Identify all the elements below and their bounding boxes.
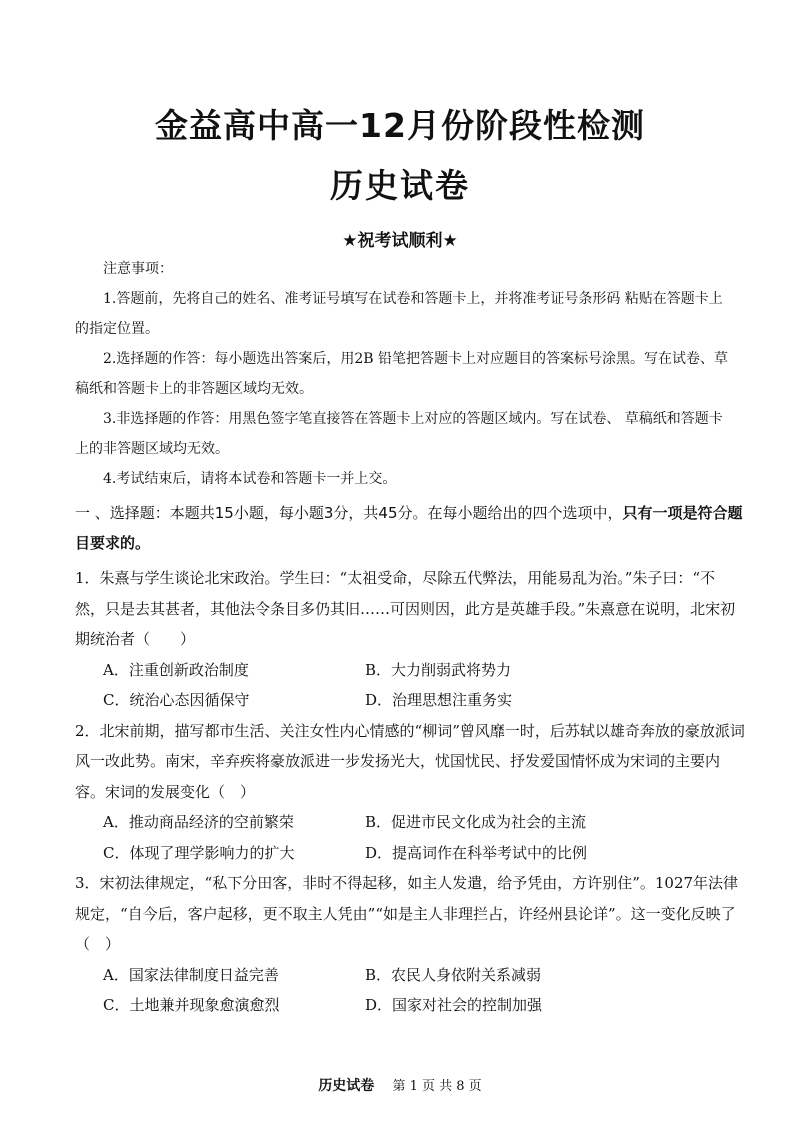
footer-subject: 历史试卷 (318, 1078, 375, 1094)
instruction-item: 4.考试结束后，请将本试卷和答题卡一并上交。 (103, 471, 397, 487)
question-2 (75, 716, 745, 869)
instruction-item: 3.非选择题的作答：用黑色签字笔直接答在答题卡上对应的答题区域内。写在试卷、 草稿纸和答题卡上的非答题区域均无效。 (75, 411, 723, 457)
question-options (75, 960, 745, 1021)
exam-title: 金益高中高一12月份阶段性检测 (155, 106, 645, 145)
good-luck-line: ★祝考试顺利★ (342, 231, 458, 251)
instructions (75, 254, 735, 494)
instruction-item: 2.选择题的作答：每小题选出答案后，用2B 铅笔把答题卡上对应题目的答案标号涂黑。写在试卷、草稿纸和答题卡上的非答题区域均无效。 (75, 351, 729, 397)
option-b: B．促进市民文化成为社会的主流 (365, 813, 587, 831)
option-c: C．土地兼并现象愈演愈烈 (103, 996, 280, 1014)
option-d: D．提高词作在科举考试中的比例 (365, 843, 588, 862)
question-list (75, 563, 745, 1021)
option-b: B．农民人身依附关系减弱 (365, 965, 542, 984)
page-footer (0, 1075, 800, 1095)
instructions-heading: 注意事项： (103, 261, 173, 277)
section-heading (75, 498, 745, 558)
section-highlight: 只有一项是符合题目要求的。 (75, 504, 743, 552)
section-intro: 一 、选择题：本题共15小题，每小题3分，共45分。在每小题给出的四个选项中， (75, 504, 623, 522)
option-a: A．国家法律制度日益完善 (103, 965, 279, 984)
option-a: A．注重创新政治制度 (103, 660, 249, 679)
question-stem: 1．朱熹与学生谈论北宋政治。学生曰：“太祖受命，尽除五代弊法，用能易乱为治。”朱子曰：“不然，只是去其甚者，其他法令条目多仍其旧……可因则因，此方是英雄手段。”朱熹意在说明，北宋初期统治者（ ） (75, 569, 736, 648)
question-options (75, 807, 745, 868)
instruction-item: 1.答题前，先将自己的姓名、准考证号填写在试卷和答题卡上，并将准考证号条形码 粘贴在答题卡上的指定位置。 (75, 291, 723, 337)
question-3 (75, 868, 745, 1021)
option-b: B．大力削弱武将势力 (365, 660, 512, 679)
question-stem: 2．北宋前期，描写都市生活、关注女性内心情感的“柳词”曾风靡一时，后苏轼以雄奇奔放的豪放派词风一改此势。南宋，辛弃疾将豪放派进一步发扬光大，忧国忧民、抒发爱国情怀成为宋词的主要内容。宋词的发展变化（ ） (75, 721, 745, 801)
question-stem: 3．宋初法律规定，“私下分田客，非时不得起移，如主人发遣，给予凭由，方许别住”。1027年法律规定，“自今后，客户起移，更不取主人凭由”“如是主人非理拦占，许经州县论详”。这一变化反映了（ ） (75, 874, 739, 953)
question-1 (75, 563, 745, 716)
option-a: A．推动商品经济的空前繁荣 (103, 813, 294, 831)
option-d: D．国家对社会的控制加强 (365, 996, 543, 1014)
option-c: C．体现了理学影响力的扩大 (103, 843, 295, 862)
option-d: D．治理思想注重务实 (365, 691, 513, 709)
exam-subject-title: 历史试卷 (330, 166, 470, 205)
question-options (75, 655, 745, 716)
page-number: 第 1 页 共 8 页 (392, 1079, 482, 1094)
option-c: C．统治心态因循保守 (103, 691, 250, 709)
